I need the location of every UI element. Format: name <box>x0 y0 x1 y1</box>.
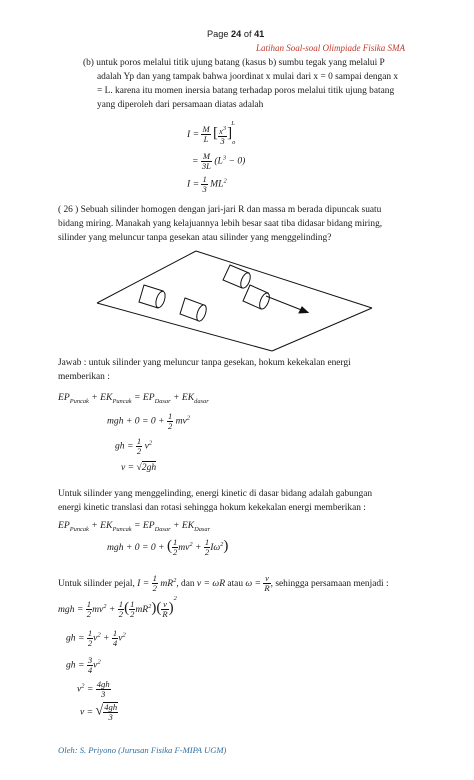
mgh-eq-solid: mgh = $\frac{1}{2}$ $mv^2$ + $\frac{1}{2}$ ( $\frac{1}{2}$ $mR^2$)( $\frac{v}{R}$ )$^2$ <box>58 594 177 620</box>
v-eq-sliding: v = √2gh <box>121 462 157 473</box>
v-final-eq: v = √ $\frac{4gh}{3}$ <box>80 702 118 722</box>
cylinder-middle <box>180 298 208 322</box>
page-number: Page 24 of 41 <box>207 29 265 39</box>
inertia-eq-1: I = $\frac{M}{L}$ [ $\frac{x^3}{3}$ ]$_o^L$ <box>187 119 236 147</box>
gh-eq-solid-1: gh = $\frac{1}{2}$ $v^2$ + $\frac{1}{4}$ $v^2$ <box>66 628 126 648</box>
footer-author: Oleh: S. Priyono (Jurusan Fisika F-MIPA UGM) <box>58 745 227 755</box>
answer-intro: Jawab : untuk silinder yang meluncur tanpa gesekan, hokum kekekalan energi memberikan : <box>58 358 351 382</box>
inertia-eq-3: I = $\frac{1}{3}$ $ML^2$ <box>187 174 227 194</box>
inertia-eq-2: = $\frac{M}{3L}$ $(L^3 - 0)$ <box>192 151 246 171</box>
energy-eq-sliding: $EP_{Puncak} + EK_{Puncak} = EP_{Dasar} + EK_{dasar}$ <box>58 392 209 405</box>
gh-eq-sliding: gh = $\frac{1}{2}$ $v^2$ <box>115 436 153 456</box>
mgh-eq-sliding: mgh + 0 = 0 + $\frac{1}{2}$ $mv^2$ <box>107 411 191 431</box>
mgh-eq-rolling: mgh + 0 = 0 + ( $\frac{1}{2}$ $mv^2$ + $\frac{1}{2}$ $I\omega^2$) <box>107 537 229 558</box>
running-title: Latihan Soal-soal Olimpiade Fisika SMA <box>256 43 405 53</box>
incline-figure <box>96 247 376 355</box>
cylinder-right <box>243 285 271 310</box>
energy-eq-rolling: $EP_{Puncak} + EK_{Puncak} = EP_{Dasar} + EK_{Dasar}$ <box>58 520 211 533</box>
cylinder-top <box>223 265 252 289</box>
solid-cylinder-line: Untuk silinder pejal, I = $\frac{1}{2}$ $mR^2$, dan v = ωR atau ω = $\frac{v}{R}$ , sehingga persamaan menjadi : <box>58 573 389 594</box>
motion-arrow <box>266 296 308 313</box>
gh-eq-solid-2: gh = $\frac{3}{4}$ $v^2$ <box>66 655 101 675</box>
part-b-text: (b) untuk poros melalui titik ujung batang (kasus b) sumbu tegak yang melalui P adalah Yp dan yang tampak bahwa joordinat x mulai dari x = 0 sampai dengan x = L. karena itu momen inersia batang terhadap poros melalui titik ujung batang yang diperoleh dari persamaan diatas adalah <box>83 58 399 110</box>
v-squared-eq: $v^2$ = $\frac{4gh}{3}$ <box>77 679 110 699</box>
rolling-text: Untuk silinder yang menggelinding, energi kinetic di dasar bidang adalah gabungan energi kinetic translasi dan rotasi sehingga hokum kekekalan energi memberikan : <box>58 489 373 513</box>
cylinder-left <box>139 285 167 309</box>
question-26-text: ( 26 ) Sebuah silinder homogen dengan jari-jari R dan massa m berada dipuncak suatu bidang miring. Manakah yang kelajuannya lebih besar saat tiba didasar bidang miring, silinder yang meluncur tanpa gesekan atau silinder yang menggelinding? <box>58 205 383 243</box>
